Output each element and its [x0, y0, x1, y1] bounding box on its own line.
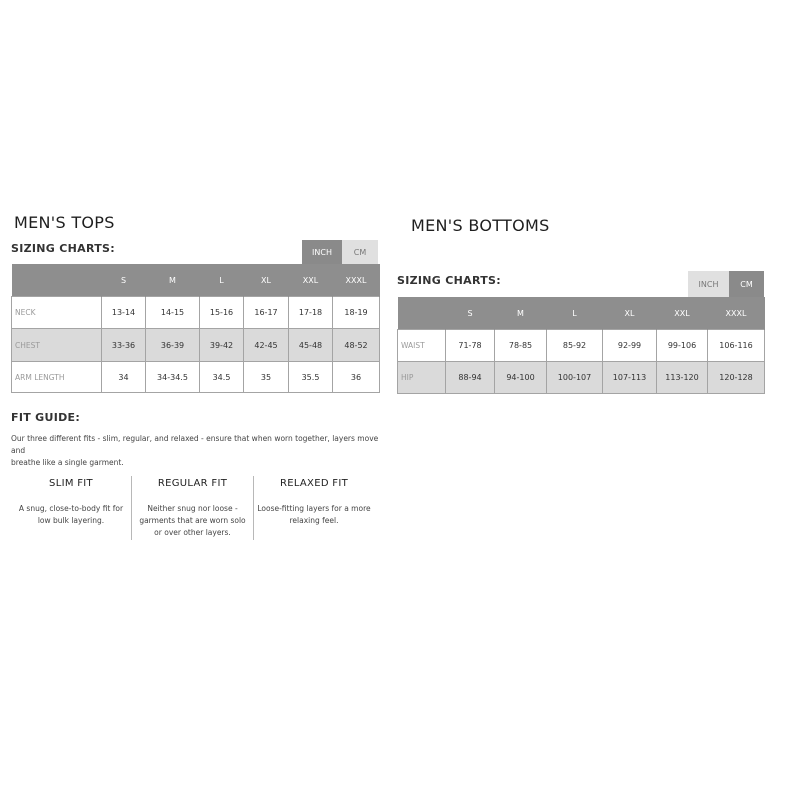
- size-cell: 85-92: [547, 330, 603, 362]
- size-cell: 45-48: [289, 329, 333, 362]
- fit-name: RELAXED FIT: [279, 478, 349, 489]
- tops-header-xxxl: XXXL: [333, 264, 380, 297]
- bottoms-header-row: [398, 297, 765, 330]
- size-cell: 94-100: [495, 362, 547, 394]
- tops-header-s: S: [102, 264, 146, 297]
- bottoms-row-waist: [398, 330, 765, 362]
- tops-header-l: L: [200, 264, 244, 297]
- size-cell: 34-34.5: [146, 362, 200, 393]
- fit-description-line: or over other layers.: [154, 528, 231, 537]
- tops-size-table: [11, 264, 380, 393]
- row-label: ARM LENGTH: [12, 362, 102, 393]
- bottoms-title: MEN'S BOTTOMS: [411, 216, 550, 235]
- fit-description-line: A snug, close-to-body fit for: [18, 504, 124, 513]
- fit-description-line: Neither snug nor loose -: [147, 504, 238, 513]
- tops-cm-button[interactable]: CM: [342, 240, 378, 264]
- size-cell: 16-17: [244, 297, 289, 329]
- bottoms-cm-button[interactable]: CM: [729, 271, 764, 297]
- row-label: HIP: [398, 362, 446, 394]
- tops-header-row: [12, 264, 380, 297]
- bottoms-header-m: M: [495, 297, 547, 330]
- bottoms-header-xl: XL: [603, 297, 657, 330]
- fit-guide-intro-line: Our three different fits - slim, regular, and relaxed - ensure that when worn together, layers move and: [11, 434, 379, 455]
- size-cell: 88-94: [446, 362, 495, 394]
- tops-header-xxl: XXL: [289, 264, 333, 297]
- fit-guide-title: FIT GUIDE:: [11, 411, 81, 424]
- fit-guide-intro-line: breathe like a single garment.: [11, 458, 124, 467]
- bottoms-header-s: S: [446, 297, 495, 330]
- size-cell: 78-85: [495, 330, 547, 362]
- row-label: CHEST: [12, 329, 102, 362]
- fit-description-line: Loose-fitting layers for a more: [257, 504, 371, 513]
- size-cell: 14-15: [146, 297, 200, 329]
- fit-name: SLIM FIT: [49, 478, 93, 489]
- bottoms-inch-button[interactable]: INCH: [688, 271, 729, 297]
- size-cell: 35.5: [289, 362, 333, 393]
- tops-header-xl: XL: [244, 264, 289, 297]
- tops-header-blank: [12, 264, 102, 297]
- size-cell: 92-99: [603, 330, 657, 362]
- size-cell: 71-78: [446, 330, 495, 362]
- size-cell: 48-52: [333, 329, 380, 362]
- fit-description-line: low bulk layering.: [37, 516, 105, 525]
- tops-inch-button[interactable]: INCH: [302, 240, 342, 264]
- size-cell: 107-113: [603, 362, 657, 394]
- bottoms-unit-toggle: [688, 271, 764, 297]
- size-cell: 100-107: [547, 362, 603, 394]
- tops-title: MEN'S TOPS: [14, 213, 115, 232]
- size-cell: 99-106: [657, 330, 708, 362]
- size-cell: 35: [244, 362, 289, 393]
- fit-slim: [11, 478, 131, 527]
- fit-relaxed: [254, 478, 374, 527]
- fit-description-line: garments that are worn solo: [139, 516, 246, 525]
- size-cell: 106-116: [708, 330, 765, 362]
- size-cell: 15-16: [200, 297, 244, 329]
- tops-unit-toggle: [302, 240, 378, 264]
- size-cell: 42-45: [244, 329, 289, 362]
- size-cell: 13-14: [102, 297, 146, 329]
- fit-description-line: relaxing feel.: [289, 516, 339, 525]
- size-cell: 33-36: [102, 329, 146, 362]
- fit-regular: [132, 478, 253, 539]
- size-cell: 17-18: [289, 297, 333, 329]
- bottoms-size-table: [397, 297, 765, 394]
- size-cell: 36: [333, 362, 380, 393]
- bottoms-header-l: L: [547, 297, 603, 330]
- tops-header-m: M: [146, 264, 200, 297]
- tops-row-chest: [12, 329, 380, 362]
- bottoms-header-xxxl: XXXL: [708, 297, 765, 330]
- tops-row-neck: [12, 297, 380, 329]
- bottoms-header-xxl: XXL: [657, 297, 708, 330]
- fit-name: REGULAR FIT: [157, 478, 228, 489]
- row-label: WAIST: [398, 330, 446, 362]
- bottoms-row-hip: [398, 362, 765, 394]
- size-cell: 18-19: [333, 297, 380, 329]
- bottoms-header-blank: [398, 297, 446, 330]
- tops-row-arm-length: [12, 362, 380, 393]
- bottoms-sizing-charts-label: SIZING CHARTS:: [397, 274, 501, 287]
- size-cell: 113-120: [657, 362, 708, 394]
- size-cell: 36-39: [146, 329, 200, 362]
- size-cell: 120-128: [708, 362, 765, 394]
- tops-sizing-charts-label: SIZING CHARTS:: [11, 242, 115, 255]
- row-label: NECK: [12, 297, 102, 329]
- size-cell: 39-42: [200, 329, 244, 362]
- size-cell: 34: [102, 362, 146, 393]
- size-cell: 34.5: [200, 362, 244, 393]
- fit-guide-intro: [11, 433, 383, 469]
